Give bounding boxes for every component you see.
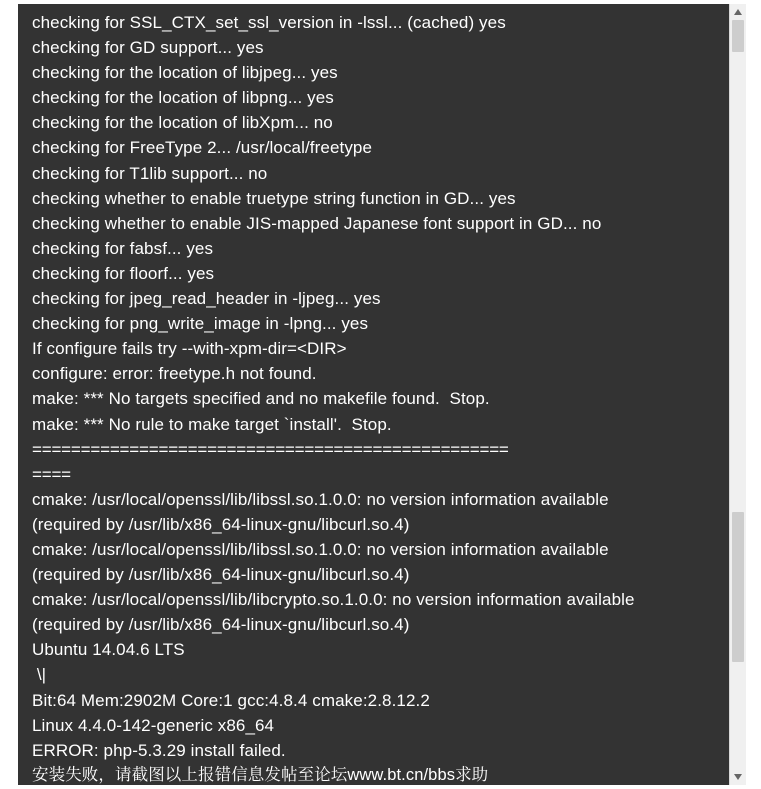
log-line-error-chinese: 安装失败，请截图以上报错信息发帖至论坛www.bt.cn/bbs求助 bbox=[32, 765, 489, 784]
scroll-up-arrow-icon[interactable] bbox=[730, 4, 746, 20]
log-line: (required by /usr/lib/x86_64-linux-gnu/libcurl.so.4) bbox=[32, 615, 410, 635]
log-line-separator: ==== bbox=[32, 464, 71, 484]
vertical-scrollbar[interactable] bbox=[729, 4, 746, 785]
log-line: checking for the location of libjpeg... yes bbox=[32, 63, 338, 83]
log-line: Ubuntu 14.04.6 LTS bbox=[32, 640, 185, 660]
log-line: checking for floorf... yes bbox=[32, 263, 215, 283]
page-bottom-gutter bbox=[0, 785, 761, 789]
log-line: checking for png_write_image in -lpng... yes bbox=[32, 314, 369, 334]
scroll-down-arrow-icon[interactable] bbox=[730, 769, 746, 785]
log-line: checking for the location of libpng... yes bbox=[32, 88, 334, 108]
log-line: cmake: /usr/local/openssl/lib/libssl.so.1.0.0: no version information available bbox=[32, 489, 609, 509]
log-line: (required by /usr/lib/x86_64-linux-gnu/libcurl.so.4) bbox=[32, 514, 410, 534]
log-line: checking for GD support... yes bbox=[32, 38, 264, 58]
log-line: checking for fabsf... yes bbox=[32, 238, 214, 258]
log-line: cmake: /usr/local/openssl/lib/libssl.so.1.0.0: no version information available bbox=[32, 539, 609, 559]
log-line: checking whether to enable truetype string function in GD... yes bbox=[32, 188, 516, 208]
scrollbar-thumb-upper[interactable] bbox=[732, 20, 744, 52]
log-line: checking whether to enable JIS-mapped Japanese font support in GD... no bbox=[32, 213, 602, 233]
log-line: make: *** No targets specified and no makefile found. Stop. bbox=[32, 389, 490, 409]
console-log-list bbox=[18, 4, 730, 785]
log-line: checking for SSL_CTX_set_ssl_version in -lssl... (cached) yes bbox=[32, 13, 506, 32]
page-left-gutter bbox=[0, 0, 18, 789]
log-line: Bit:64 Mem:2902M Core:1 gcc:4.8.4 cmake:2.8.12.2 bbox=[32, 690, 430, 710]
log-line: If configure fails try --with-xpm-dir=<DIR> bbox=[32, 339, 347, 359]
log-line-separator: ================================================= bbox=[32, 439, 509, 459]
log-line-error: ERROR: php-5.3.29 install failed. bbox=[32, 740, 286, 760]
log-line: cmake: /usr/local/openssl/lib/libcrypto.so.1.0.0: no version information available bbox=[32, 590, 635, 610]
scrollbar-thumb[interactable] bbox=[732, 512, 744, 662]
log-line: checking for jpeg_read_header in -ljpeg... yes bbox=[32, 289, 381, 309]
log-line: configure: error: freetype.h not found. bbox=[32, 364, 317, 384]
log-line: checking for T1lib support... no bbox=[32, 163, 268, 183]
log-line: make: *** No rule to make target `install'. Stop. bbox=[32, 414, 392, 434]
log-line: checking for FreeType 2... /usr/local/freetype bbox=[32, 138, 373, 158]
log-line: \| bbox=[32, 665, 47, 685]
console-output-panel bbox=[18, 4, 746, 785]
log-line: Linux 4.4.0-142-generic x86_64 bbox=[32, 715, 275, 735]
log-line: (required by /usr/lib/x86_64-linux-gnu/libcurl.so.4) bbox=[32, 565, 410, 585]
log-line: checking for the location of libXpm... no bbox=[32, 113, 333, 133]
